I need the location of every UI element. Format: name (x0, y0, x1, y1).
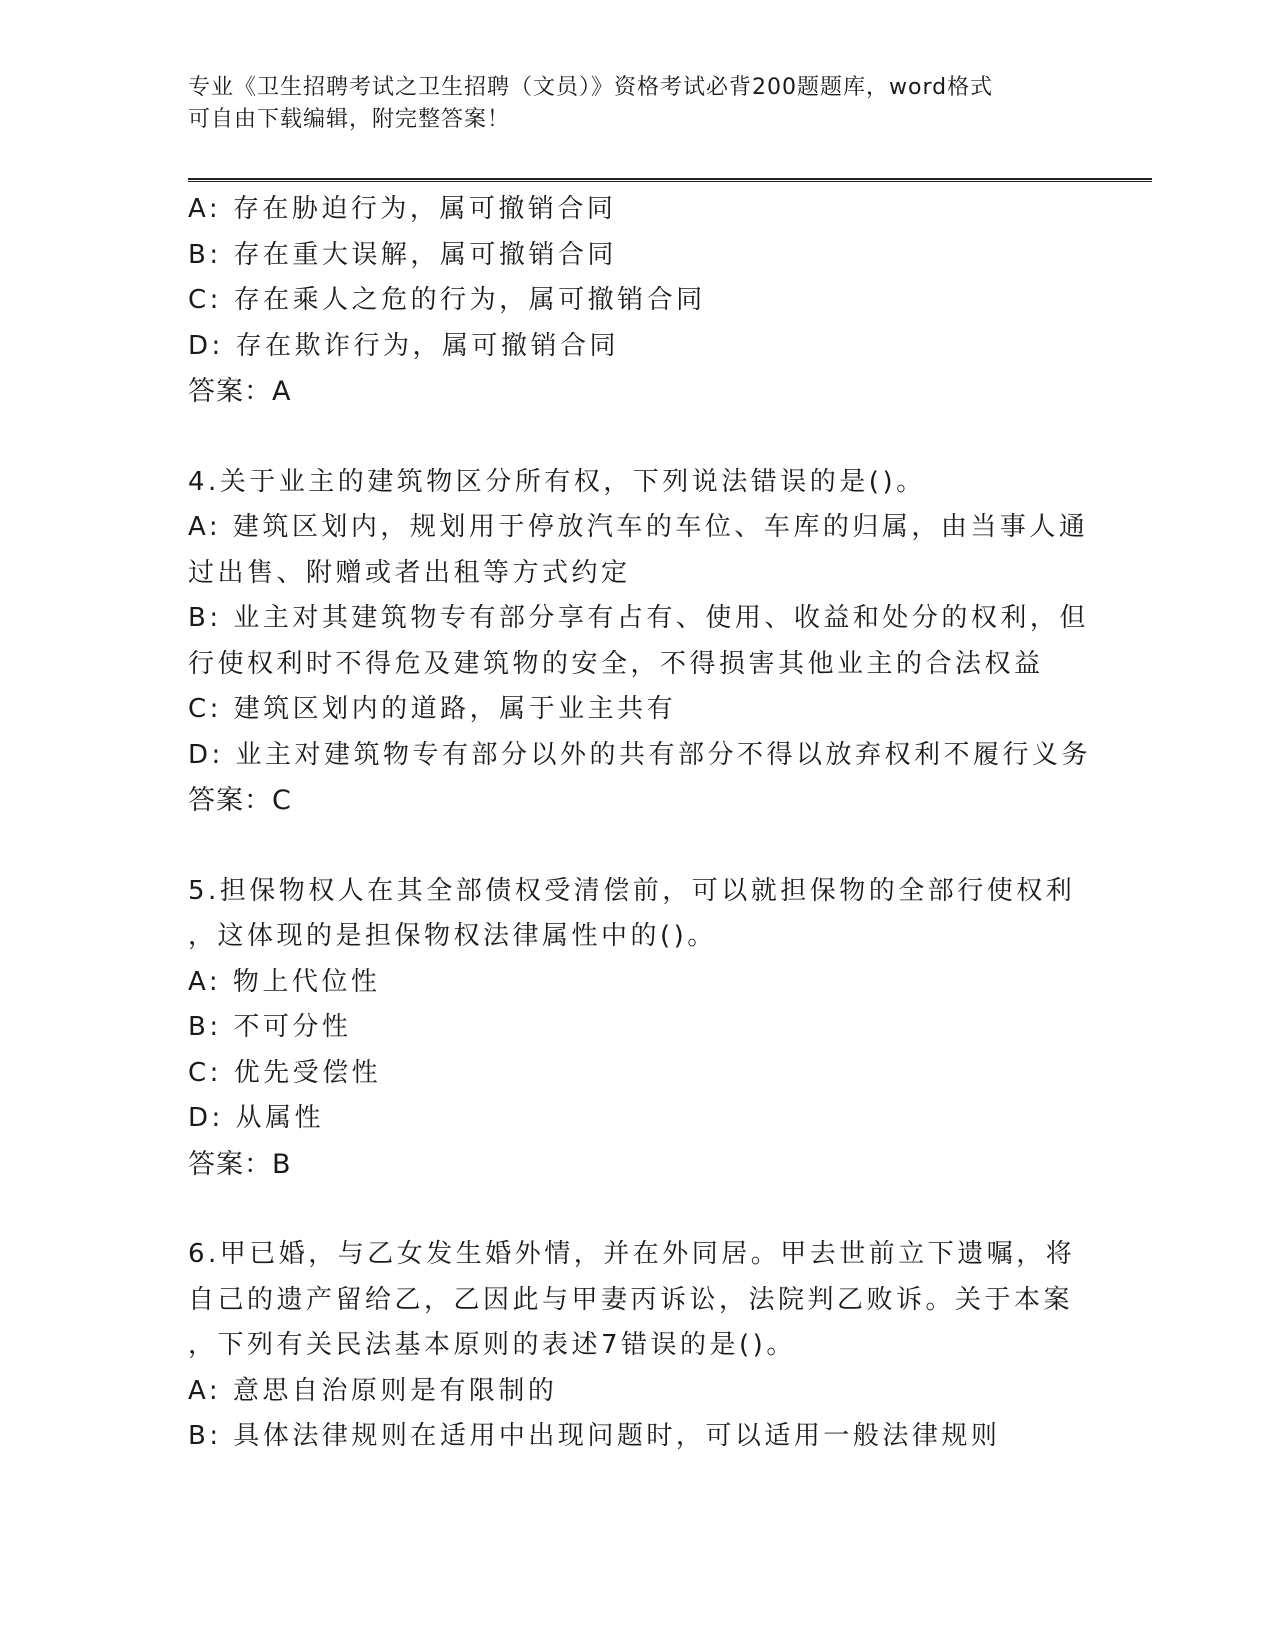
question-6 (188, 1232, 1088, 1460)
option-d: D: 存在欺诈行为，属可撤销合同 (188, 330, 620, 361)
option-b: B: 具体法律规则在适用中出现问题时，可以适用一般法律规则 (188, 1421, 1001, 1451)
option-b: B: 业主对其建筑物专有部分享有占有、使用、收益和处分的权利，但 (188, 603, 1089, 633)
option-c: C: 建筑区划内的道路，属于业主共有 (188, 694, 677, 724)
option-b: B: 不可分性 (188, 1012, 352, 1042)
option-c: C: 存在乘人之危的行为，属可撤销合同 (188, 285, 706, 315)
question-stem-line-1: 6.甲已婚，与乙女发生婚外情，并在外同居。甲去世前立下遗嘱，将 (188, 1239, 1076, 1269)
header-line-2: 可自由下载编辑，附完整答案！ (188, 107, 511, 132)
answer: 答案：B (188, 1148, 292, 1180)
question-stem-line-2: ，这体现的是担保物权法律属性中的()。 (188, 921, 717, 951)
question-stem-line-3: ，下列有关民法基本原则的表述7错误的是()。 (188, 1330, 796, 1360)
spacer (188, 415, 1088, 460)
question-stem-line-2: 自己的遗产留给乙，乙因此与甲妻丙诉讼，法院判乙败诉。关于本案 (188, 1284, 1074, 1315)
option-a: A: 物上代位性 (188, 966, 381, 997)
question-list (188, 187, 1092, 1460)
option-a: A: 意思自治原则是有限制的 (188, 1375, 558, 1406)
option-b-continued: 行使权利时不得危及建筑物的安全，不得损害其他业主的合法权益 (188, 648, 1044, 679)
option-b: B: 存在重大误解，属可撤销合同 (188, 239, 617, 270)
header-line-1: 专业《卫生招聘考试之卫生招聘（文员）》资格考试必背200题题库，word格式 (188, 75, 994, 100)
question-stem: 4.关于业主的建筑物区分所有权，下列说法错误的是()。 (188, 466, 926, 497)
document-header (188, 72, 1088, 136)
answer: 答案：A (188, 376, 292, 407)
spacer (188, 1187, 1088, 1232)
option-d: D: 业主对建筑物专有部分以外的共有部分不得以放弃权利不履行义务 (188, 739, 1092, 770)
option-a: A: 建筑区划内，规划用于停放汽车的车位、车库的归属，由当事人通 (188, 512, 1089, 542)
answer: 答案：C (188, 785, 292, 816)
option-a: A: 存在胁迫行为，属可撤销合同 (188, 194, 617, 224)
question-5 (188, 869, 1088, 1188)
question-stem-line-1: 5.担保物权人在其全部债权受清偿前，可以就担保物的全部行使权利 (188, 875, 1076, 906)
header-divider (188, 178, 1152, 182)
question-3 (188, 187, 1088, 415)
option-c: C: 优先受偿性 (188, 1057, 382, 1088)
option-d: D: 从属性 (188, 1103, 325, 1133)
spacer (188, 824, 1088, 869)
question-4 (188, 460, 1092, 824)
option-a-continued: 过出售、附赠或者出租等方式约定 (188, 557, 631, 588)
